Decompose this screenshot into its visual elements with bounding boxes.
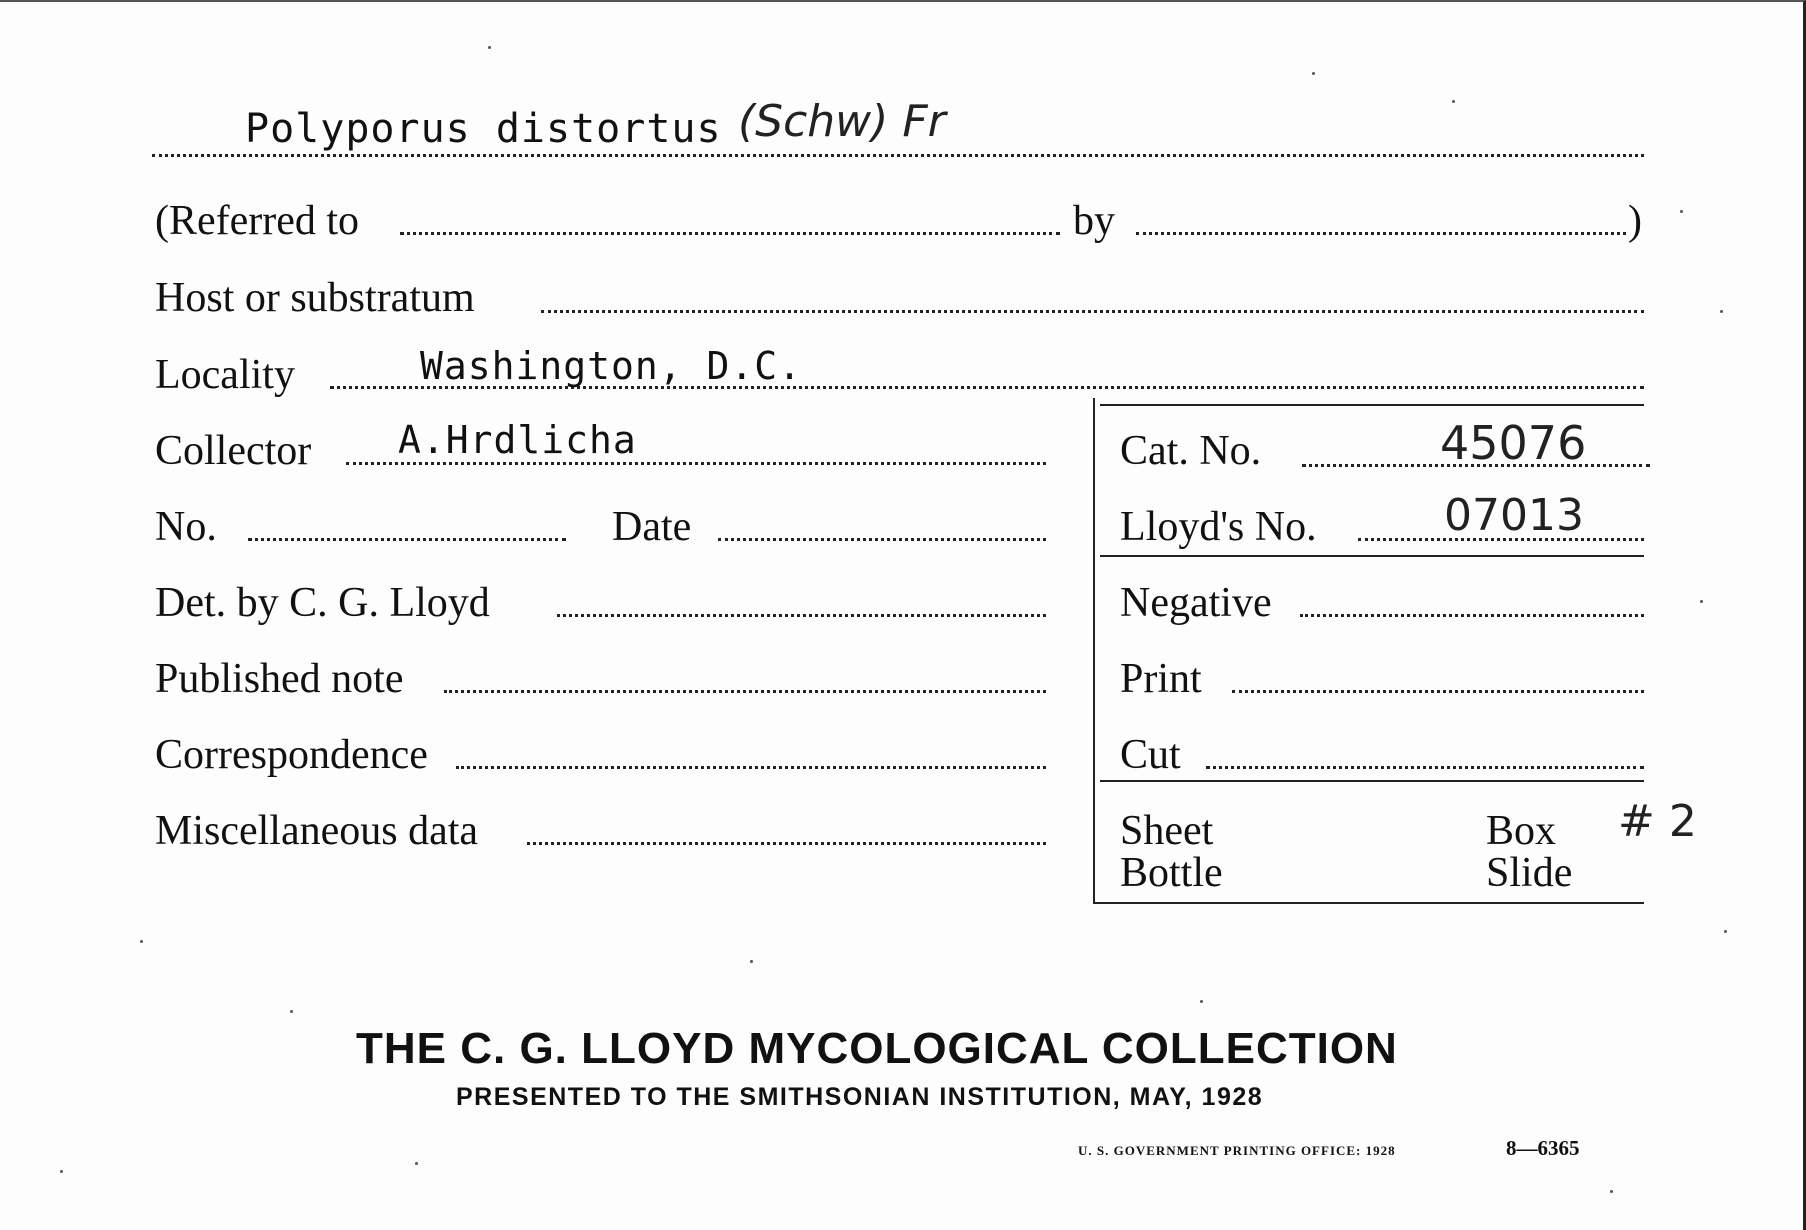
date-field[interactable] — [718, 538, 1046, 541]
published-note-label: Published note — [155, 656, 404, 702]
slide-label: Slide — [1486, 850, 1573, 896]
scan-speck — [140, 940, 143, 943]
collector-value: A.Hrdlicha — [398, 418, 637, 462]
det-by-field[interactable] — [557, 614, 1046, 617]
correspondence-label: Correspondence — [155, 732, 428, 778]
scan-speck — [60, 1170, 63, 1173]
negative-field[interactable] — [1300, 614, 1644, 617]
negative-label: Negative — [1120, 580, 1272, 626]
species-annotation: (Schw) Fr — [738, 96, 946, 147]
box-top-border — [1100, 404, 1644, 406]
referred-to-label: (Referred to — [155, 198, 360, 244]
scan-speck — [1720, 310, 1723, 313]
det-by-label: Det. by C. G. Lloyd — [155, 580, 490, 626]
cut-label: Cut — [1120, 732, 1181, 778]
cat-no-label: Cat. No. — [1120, 428, 1262, 474]
scan-speck — [1452, 100, 1455, 103]
form-number: 8—6365 — [1506, 1136, 1580, 1160]
published-note-field[interactable] — [444, 690, 1046, 693]
locality-value: Washington, D.C. — [420, 344, 803, 388]
lloyds-no-value: 07013 — [1444, 490, 1584, 541]
no-field[interactable] — [248, 538, 566, 541]
scan-speck — [488, 46, 491, 49]
scan-speck — [1610, 1190, 1613, 1193]
species-name: Polyporus distortus — [245, 106, 722, 152]
host-label: Host or substratum — [155, 275, 475, 321]
lloyds-no-label: Lloyd's No. — [1120, 504, 1317, 550]
print-label: Print — [1120, 656, 1202, 702]
collector-label: Collector — [155, 428, 312, 474]
collector-field[interactable] — [346, 462, 1046, 465]
host-field[interactable] — [541, 310, 1644, 313]
collection-subtitle: PRESENTED TO THE SMITHSONIAN INSTITUTION, MAY, 1928 — [456, 1083, 1264, 1111]
scan-speck — [750, 960, 753, 963]
box-label: Box — [1486, 808, 1557, 854]
bottle-label: Bottle — [1120, 850, 1223, 896]
correspondence-field[interactable] — [456, 766, 1046, 769]
close-paren: ) — [1628, 198, 1642, 244]
sheet-label: Sheet — [1120, 808, 1214, 854]
cat-no-value: 45076 — [1440, 416, 1587, 470]
scan-speck — [415, 1162, 418, 1165]
by-label: by — [1073, 198, 1115, 244]
scan-speck — [1724, 930, 1727, 933]
collection-title: THE C. G. LLOYD MYCOLOGICAL COLLECTION — [356, 1024, 1398, 1073]
species-rule — [152, 154, 1644, 157]
locality-label: Locality — [155, 352, 295, 398]
box-divider-1 — [1100, 555, 1644, 557]
printer-imprint: U. S. GOVERNMENT PRINTING OFFICE: 1928 — [1078, 1143, 1396, 1158]
misc-data-label: Miscellaneous data — [155, 808, 479, 854]
by-field[interactable] — [1136, 232, 1626, 235]
scan-speck — [290, 1010, 293, 1013]
date-label: Date — [612, 504, 692, 550]
scan-speck — [1200, 1000, 1203, 1003]
box-bottom-border — [1093, 902, 1644, 904]
scan-speck — [1700, 600, 1703, 603]
referred-to-field[interactable] — [400, 232, 1060, 235]
print-field[interactable] — [1232, 690, 1644, 693]
misc-data-field[interactable] — [527, 842, 1046, 845]
no-label: No. — [155, 504, 217, 550]
box-divider-2 — [1100, 780, 1644, 782]
scan-speck — [1680, 210, 1683, 213]
box-number-value: # 2 — [1618, 796, 1697, 847]
cut-field[interactable] — [1206, 766, 1644, 769]
scan-speck — [1312, 72, 1315, 75]
box-left-border — [1093, 398, 1095, 902]
